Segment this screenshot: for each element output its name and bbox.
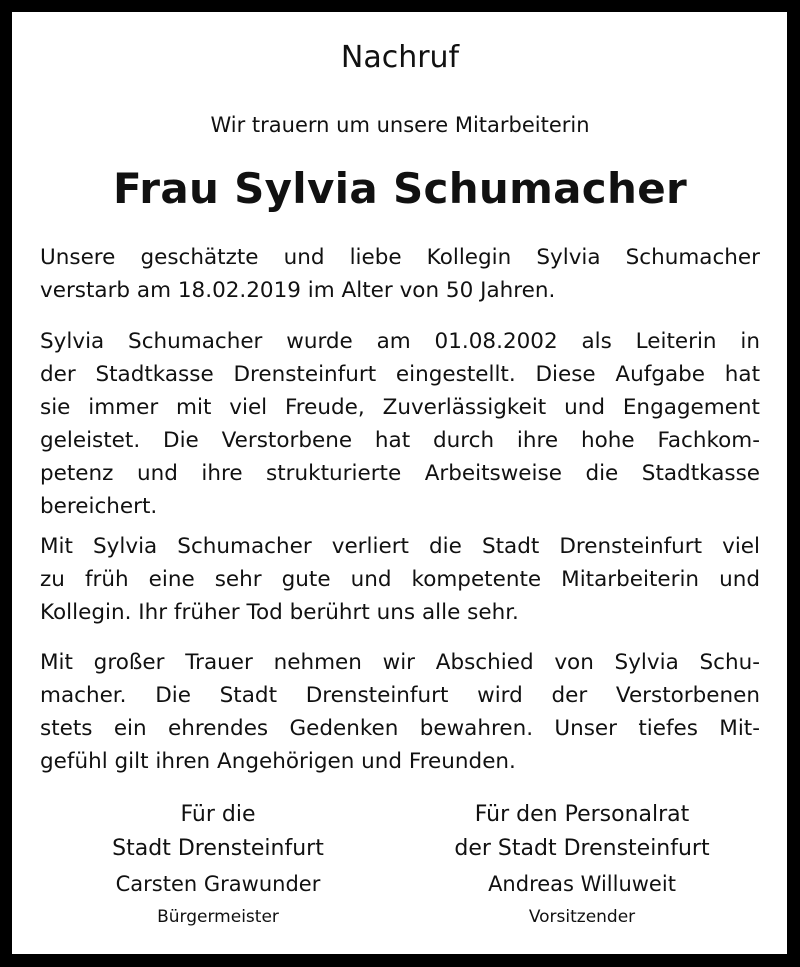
deceased-name: Frau Sylvia Schumacher [113,164,687,213]
signature-person: Andreas Willuweit [488,872,676,896]
intro-line: Wir trauern um unsere Mitarbeiterin [210,113,590,137]
paragraph-3 [40,530,760,629]
text-line: verstarb am 18.02.2019 im Alter von 50 Jahren. [40,278,556,303]
signature-for: Für die [180,802,256,827]
text-line: der Stadtkasse Drensteinfurt eingestellt. Diese Aufgabe hat [40,362,760,387]
text-line: gefühl gilt ihren Angehörigen und Freunden. [40,749,516,774]
text-line: sie immer mit viel Freude, Zuverlässigkeit und Engagement [40,395,760,420]
text-line: geleistet. Die Verstorbene hat durch ihre hohe Fachkom- [40,428,760,453]
text-line: petenz und ihre strukturierte Arbeitsweise die Stadtkasse [40,461,760,486]
paragraph-4 [40,646,760,778]
signature-staff-council [412,798,752,932]
text-line: Mit großer Trauer nehmen wir Abschied von Sylvia Schu- [40,650,760,675]
signature-role: Bürgermeister [157,907,279,927]
signature-role: Vorsitzender [528,907,636,927]
text-line: bereichert. [40,494,158,519]
signature-person: Carsten Grawunder [115,872,321,896]
signature-organization: Stadt Drensteinfurt [112,836,324,861]
signature-organization: der Stadt Drensteinfurt [454,836,710,861]
heading: Nachruf [340,40,460,75]
text-line: Unsere geschätzte und liebe Kollegin Sylvia Schumacher [40,245,760,270]
text-line: stets ein ehrendes Gedenken bewahren. Unser tiefes Mit- [40,716,760,741]
text-line: zu früh eine sehr gute und kompetente Mitarbeiterin und [40,567,760,592]
paragraph-1 [40,241,760,307]
text-line: Kollegin. Ihr früher Tod berührt uns alle sehr. [40,600,519,625]
text-line: Sylvia Schumacher wurde am 01.08.2002 als Leiterin in [40,329,760,354]
signature-for: Für den Personalrat [474,802,690,827]
signature-city [48,798,388,932]
text-line: Mit Sylvia Schumacher verliert die Stadt Drensteinfurt viel [40,534,760,559]
text-line: macher. Die Stadt Drensteinfurt wird der Verstorbenen [40,683,760,708]
paragraph-2 [40,325,760,523]
